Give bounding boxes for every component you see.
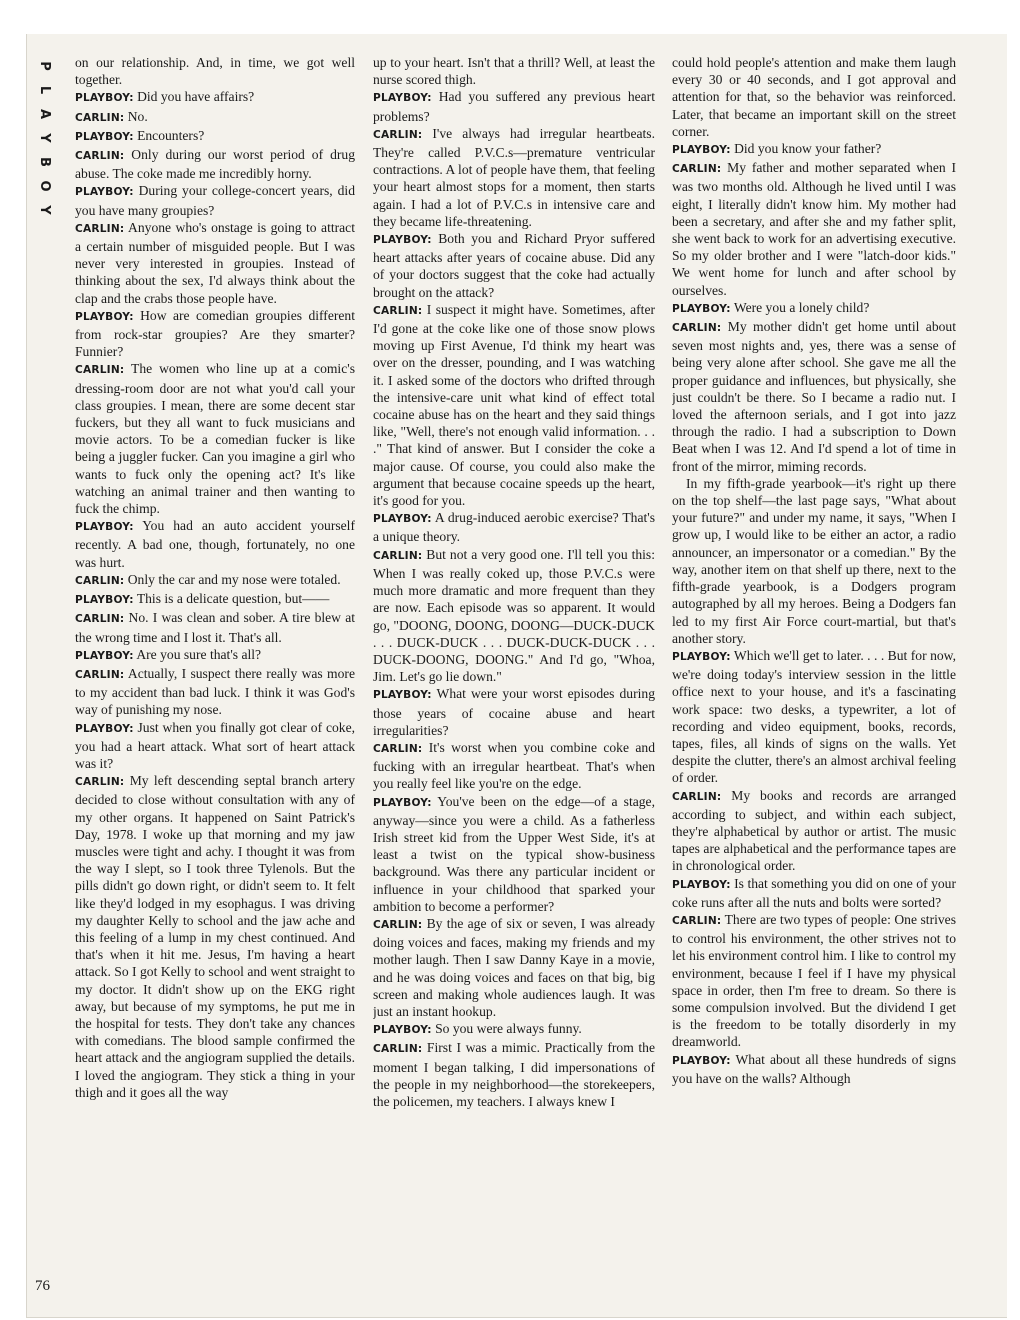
paragraph bbox=[672, 787, 956, 875]
paragraph bbox=[672, 875, 956, 911]
paragraph-text: Did you know your father? bbox=[734, 141, 882, 157]
paragraph-text: Just when you finally got clear of coke, you had a heart attack. What sort of heart attack was it? bbox=[75, 719, 355, 771]
paragraph bbox=[75, 719, 355, 773]
column-2 bbox=[373, 54, 655, 1286]
paragraph-text: up to your heart. Isn't that a thrill? Well, at least the nurse scored thigh. bbox=[373, 55, 655, 88]
paragraph bbox=[75, 772, 355, 1101]
paragraph bbox=[373, 125, 655, 230]
paragraph bbox=[75, 219, 355, 307]
paragraph bbox=[75, 88, 355, 107]
paragraph-text: Is that something you did on one of your coke runs after all the nuts and bolts were sorted? bbox=[672, 875, 956, 910]
paragraph-text: What about all these hundreds of signs you have on the walls? Although bbox=[672, 1051, 956, 1086]
speaker-label: PLAYBOY: bbox=[373, 689, 432, 702]
paragraph-text: Only the car and my nose were totaled. bbox=[127, 571, 341, 587]
paragraph-text: Actually, I suspect there really was more to my accident than bad luck. I think it was God's way of punishing my nose. bbox=[75, 665, 355, 718]
paragraph-text: But not a very good one. I'll tell you this: When I was really coked up, those P.V.C.s were much more dramatic and more frequent than they are now. Each episode was so apparent. It would go, "DOONG, DOONG, DOONG—DUCK-DUCK . . . DUCK-DUCK . . . DUCK-DUCK-DUCK . . . DUCK-DOONG, DOONG." And I'd go, "Whoa, Jim. Let's go lie down." bbox=[373, 546, 655, 685]
speaker-label: PLAYBOY: bbox=[75, 594, 134, 607]
masthead-letter: Y bbox=[37, 205, 52, 215]
paragraph bbox=[373, 301, 655, 509]
paragraph-text: Had you suffered any previous heart problems? bbox=[373, 89, 655, 124]
paragraph-text: This is a delicate question, but—— bbox=[136, 591, 330, 607]
paragraph bbox=[672, 911, 956, 1051]
paragraph bbox=[75, 360, 355, 517]
paragraph-text: I've always had irregular heartbeats. They're called P.V.C.s—premature ventricular contractions. A lot of people have them, that feeling your heart almost stops for a moment, then starts again. I had a lot of P.V.C.s in intensive care and they became life-threatening. bbox=[373, 125, 655, 229]
column-1 bbox=[75, 54, 355, 1286]
speaker-label: CARLIN: bbox=[672, 790, 722, 803]
paragraph-text: You had an auto accident yourself recently. A bad one, though, fortunately, no one was hurt. bbox=[75, 518, 355, 570]
paragraph bbox=[373, 793, 655, 915]
speaker-label: PLAYBOY: bbox=[373, 796, 432, 809]
paragraph-text: Are you sure that's all? bbox=[136, 646, 262, 662]
paragraph-text: So you were always funny. bbox=[435, 1021, 582, 1037]
speaker-label: CARLIN: bbox=[75, 222, 125, 235]
paragraph bbox=[75, 590, 355, 609]
paragraph-text: The women who line up at a comic's dressing-room door are not what you'd call your class groupies. I mean, there are some decent star fuckers, but they all want to fuck musicians and movie actors. To be a comedian fucker is like being a juggler fucker. Can you imagine a girl who wants to fuck only the opening act? It's like watching an animal trainer and then wanting to fuck the chimp. bbox=[75, 361, 355, 517]
paragraph bbox=[373, 509, 655, 545]
paragraph bbox=[672, 1051, 956, 1087]
page-number: 76 bbox=[35, 1278, 50, 1294]
speaker-label: PLAYBOY: bbox=[672, 878, 731, 891]
speaker-label: CARLIN: bbox=[75, 574, 125, 587]
paragraph-text: My father and mother separated when I was two months old. Although he lived until I was eight, I literally didn't know him. My mother had been a secretary, and after she and my father split, she went back to work for an advertising executive. So my older brother and I were "latch-door kids." We went home for lunch and after school by ourselves. bbox=[672, 160, 956, 298]
paragraph-text: My mother didn't get home until about seven most nights and, yes, there was a sense of being very alone after school. She gave me all the proper guidance and influences, but physically, she just couldn't be there. So I became a radio nut. I loved the afternoon serials, and I got into jazz through the radio. I had a subscription to Down Beat when I was 12. And I'd spend a lot of time in front of the mirror, miming records. bbox=[672, 319, 956, 474]
paragraph-text: There are two types of people: One strives to control his environment, the other strives not to let his environment control him. I like to control my environment, because I feel if I have my physical space in order, then I'm free to dream. So there is some compulsion involved. But the dividend I get is the freedom to be totally disorderly in my dreamworld. bbox=[672, 911, 956, 1050]
paragraph-text: on our relationship. And, in time, we got well together. bbox=[75, 55, 355, 88]
speaker-label: CARLIN: bbox=[373, 742, 423, 755]
speaker-label: CARLIN: bbox=[75, 776, 125, 789]
paragraph bbox=[75, 665, 355, 719]
paragraph bbox=[75, 146, 355, 182]
paragraph bbox=[672, 54, 956, 140]
speaker-label: PLAYBOY: bbox=[75, 722, 134, 735]
speaker-label: CARLIN: bbox=[75, 613, 125, 626]
paragraph-text: Which we'll get to later. . . . But for now, we're doing today's interview session in the little office next to your house, and it's a fascinating work space: two desks, a typewriter, a lot of recording and video equipment, books, records, tapes, files, all kinds of signs on the walls. Yet despite the clutter, there's an almost archival feeling of order. bbox=[672, 647, 956, 786]
paragraph-text: In my fifth-grade yearbook—it's right up there on the top shelf—the last page says, "What about your future?" and under my name, it says, "When I grow up, I would like to be either an actor, a radio announcer, an impersonator or a comedian." By the way, another item on that shelf up there, next to the fifth-grade yearbook, is a Dodgers program autographed by all my heroes. Being a Dodgers fan led to my first Air Force court-martial, but that's another story. bbox=[672, 475, 956, 646]
paragraph-text: First I was a mimic. Practically from the moment I began talking, I did impersonations of the people in my neighborhood—the storekeepers, the policemen, my teachers. I always knew I bbox=[373, 1040, 655, 1109]
masthead-letter: B bbox=[37, 157, 52, 167]
speaker-label: CARLIN: bbox=[373, 128, 423, 141]
column-3 bbox=[672, 54, 956, 1286]
speaker-label: PLAYBOY: bbox=[75, 130, 134, 143]
speaker-label: CARLIN: bbox=[672, 322, 722, 335]
masthead-letter: A bbox=[37, 108, 52, 120]
paragraph-text: You've been on the edge—of a stage, anyway—since you were a child. As a fatherless Irish street kid from the Upper West Side, it's at least a twist on the typical show-business background. Was there any particular incident or influence in your childhood that sparked your ambition to become a performer? bbox=[373, 793, 655, 914]
speaker-label: PLAYBOY: bbox=[672, 302, 731, 315]
paragraph bbox=[672, 299, 956, 318]
speaker-label: PLAYBOY: bbox=[672, 1054, 731, 1067]
paragraph bbox=[75, 108, 355, 127]
paragraph bbox=[672, 159, 956, 299]
paragraph-text: What were your worst episodes during those years of cocaine abuse and heart irregularities? bbox=[373, 686, 655, 738]
speaker-label: CARLIN: bbox=[373, 304, 423, 317]
paragraph-text: No. I was clean and sober. A tire blew at the wrong time and I lost it. That's all. bbox=[75, 610, 355, 645]
masthead-vertical bbox=[33, 54, 55, 222]
speaker-label: CARLIN: bbox=[672, 163, 722, 176]
speaker-label: CARLIN: bbox=[75, 111, 125, 124]
speaker-label: PLAYBOY: bbox=[75, 649, 134, 662]
speaker-label: PLAYBOY: bbox=[75, 186, 134, 199]
speaker-label: PLAYBOY: bbox=[75, 92, 134, 105]
paragraph bbox=[672, 475, 956, 647]
speaker-label: PLAYBOY: bbox=[373, 1024, 432, 1037]
paragraph bbox=[373, 685, 655, 739]
paragraph bbox=[75, 517, 355, 571]
speaker-label: PLAYBOY: bbox=[373, 92, 432, 105]
paragraph bbox=[373, 54, 655, 88]
speaker-label: PLAYBOY: bbox=[75, 310, 134, 323]
masthead-letter: L bbox=[37, 85, 52, 95]
paragraph bbox=[75, 54, 355, 88]
paragraph-text: Did you have affairs? bbox=[137, 89, 255, 105]
paragraph bbox=[373, 915, 655, 1020]
paragraph bbox=[373, 546, 655, 686]
speaker-label: CARLIN: bbox=[75, 668, 125, 681]
speaker-label: PLAYBOY: bbox=[672, 144, 731, 157]
speaker-label: CARLIN: bbox=[373, 549, 423, 562]
paragraph-text: could hold people's attention and make them laugh every 30 or 40 seconds, and I got approval and attention for that, so the behavior was reinforced. Later, that became an important skill on the street corner. bbox=[672, 55, 956, 139]
paragraph-text: How are comedian groupies different from rock-star groupies? Are they smarter? Funnier? bbox=[75, 307, 355, 360]
paragraph-text: Only during our worst period of drug abuse. The coke made me incredibly horny. bbox=[75, 147, 355, 182]
speaker-label: PLAYBOY: bbox=[672, 650, 731, 663]
paragraph bbox=[75, 571, 355, 590]
paragraph-text: Encounters? bbox=[137, 127, 205, 143]
paragraph bbox=[373, 1020, 655, 1039]
paragraph-text: My left descending septal branch artery decided to close without consultation with any of my other organs. It happened on Saint Patrick's Day, 1978. I woke up that morning and my jaw muscles were tight and achy. I thought it was from the way I slept, so I took three Tylenols. But the pills didn't go down right, or didn't seem to. It felt like they'd lodged in my esophagus. I was driving my daughter Kelly to school and the jaw ache and this feeling of a lump in my chest continued. And that's when it hit me. Jesus, I'm having a heart attack. So I got Kelly to school and went straight to my doctor. It didn't show up on the EKG right away, but because of my symptoms, he put me in the hospital for tests. They don't take any chances with comedians. The blood sample confirmed the heart attack and the angiogram supplied the details. I loved the angiogram. They stick a thing in your thigh and it goes all the way bbox=[75, 773, 355, 1100]
paragraph bbox=[373, 739, 655, 793]
paragraph-text: By the age of six or seven, I was already doing voices and faces, making my friends and my mother laugh. Then I saw Danny Kaye in a movie, and he was doing voices and faces on that big, big screen and making whole audiences laugh. It was just an instant hookup. bbox=[373, 915, 655, 1019]
paragraph-text: Both you and Richard Pryor suffered heart attacks after years of cocaine abuse. Did any of your doctors suggest that the coke had actually brought on the attack? bbox=[373, 231, 655, 300]
paragraph-text: Anyone who's onstage is going to attract a certain number of misguided people. But I was never very interested in groupies. Instead of thinking about the sex, I'd always think about the clap and the crabs those people have. bbox=[75, 219, 355, 306]
paragraph bbox=[373, 1039, 655, 1110]
masthead-letter: P bbox=[37, 61, 52, 71]
paragraph-text: A drug-induced aerobic exercise? That's a unique theory. bbox=[373, 510, 655, 545]
paragraph bbox=[672, 140, 956, 159]
paragraph bbox=[75, 127, 355, 146]
speaker-label: CARLIN: bbox=[373, 918, 423, 931]
paragraph bbox=[672, 318, 956, 475]
masthead-letter: O bbox=[37, 180, 52, 192]
speaker-label: CARLIN: bbox=[672, 914, 722, 927]
magazine-page bbox=[26, 34, 1007, 1318]
paragraph bbox=[672, 647, 956, 787]
paragraph-text: During your college-concert years, did you have many groupies? bbox=[75, 183, 355, 218]
speaker-label: PLAYBOY: bbox=[373, 513, 432, 526]
paragraph-text: Were you a lonely child? bbox=[733, 299, 870, 315]
speaker-label: CARLIN: bbox=[75, 150, 125, 163]
paragraph bbox=[75, 307, 355, 361]
paragraph-text: I suspect it might have. Sometimes, after I'd gone at the coke like one of those snow plows moving up First Avenue, I'd think my heart was over on the dresser, pounding, and I was watching it. I asked some of the doctors who drifted through the intensive-care unit what kind of effect total cocaine abuse has on the heart and they said things like, "Well, there's not enough valid information. . . ." That kind of answer. But I consider the coke a major cause. Of course, you could also make the argument that because cocaine speeds up the heart, it's good for you. bbox=[373, 301, 655, 509]
speaker-label: CARLIN: bbox=[75, 364, 125, 377]
paragraph bbox=[75, 182, 355, 218]
speaker-label: PLAYBOY: bbox=[373, 234, 432, 247]
masthead-letter: Y bbox=[37, 133, 52, 143]
paragraph-text: It's worst when you combine coke and fucking with an irregular heartbeat. That's when you really feel like you're on the edge. bbox=[373, 739, 655, 792]
paragraph bbox=[373, 230, 655, 301]
paragraph bbox=[75, 609, 355, 645]
paragraph-text: My books and records are arranged according to subject, and within each subject, they're alphabetical by author or artist. The music tapes are alphabetical and the performance tapes are in chronological order. bbox=[672, 787, 956, 874]
paragraph-text: No. bbox=[127, 108, 148, 124]
paragraph bbox=[373, 88, 655, 124]
speaker-label: CARLIN: bbox=[373, 1043, 423, 1056]
speaker-label: PLAYBOY: bbox=[75, 521, 134, 534]
paragraph bbox=[75, 646, 355, 665]
